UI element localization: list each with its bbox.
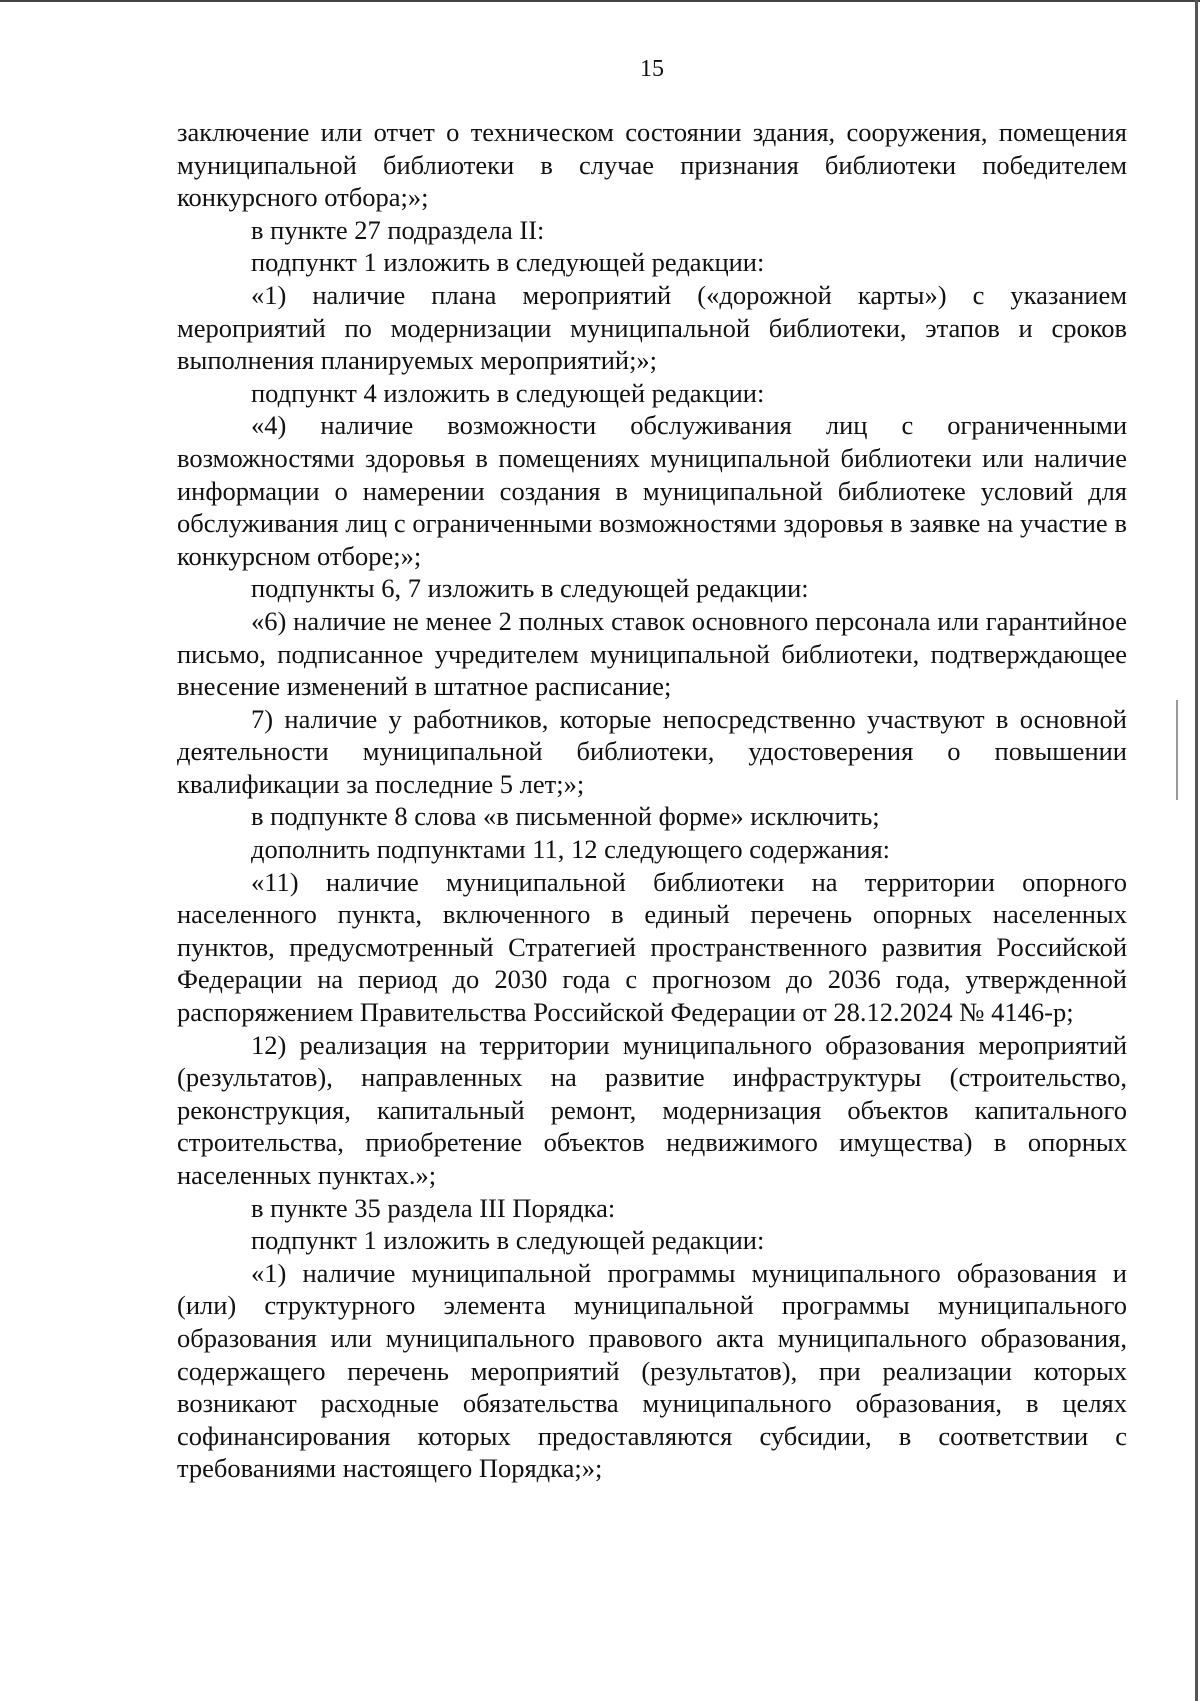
paragraph-13: 12) реализация на территории муниципального образования мероприятий (результатов), направленных на развитие инфраструктуры (строительство, реконструкция, капитальный ремонт, модернизация объектов капитального строительства, приобретение объектов недвижимого имущества) в опорных населенных пунктах.»;	[177, 1029, 1127, 1190]
paragraph-4: «1) наличие плана мероприятий («дорожной карты») с указанием мероприятий по модернизации муниципальной библиотеки, этапов и сроков выполнения планируемых мероприятий;»;	[177, 279, 1127, 376]
paragraph-16: «1) наличие муниципальной программы муниципального образования и (или) структурного элемента муниципальной программы муниципального образования или муниципального правового акта муниципального образования, содержащего перечень мероприятий (результатов), при реализации которых возникают расходные обязательства муниципального образования, в целях софинансирования которых предоставляются субсидии, в соответствии с требованиями настоящего Порядка;»;	[177, 1257, 1127, 1484]
scan-right-edge	[1195, 0, 1198, 1701]
paragraph-7: подпункты 6, 7 изложить в следующей редакции:	[251, 573, 809, 604]
paragraph-9: 7) наличие у работников, которые непосредственно участвуют в основной деятельности муниципальной библиотеки, удостоверения о повышении квалификации за последние 5 лет;»;	[177, 703, 1127, 799]
document-body	[177, 116, 1127, 1485]
paragraph-8: «6) наличие не менее 2 полных ставок основного персонала или гарантийное письмо, подписанное учредителем муниципальной библиотеки, подтверждающее внесение изменений в штатное расписание;	[177, 605, 1127, 702]
paragraph-5: подпункт 4 изложить в следующей редакции:	[251, 377, 765, 408]
paragraph-14: в пункте 35 раздела III Порядка:	[251, 1192, 616, 1223]
paragraph-12: «11) наличие муниципальной библиотеки на территории опорного населенного пункта, включенного в единый перечень опорных населенных пунктов, предусмотренный Стратегией пространственного развития Российской Федерации на период до 2030 года с прогнозом до 2036 года, утвержденной распоряжением Правительства Российской Федерации от 28.12.2024 № 4146-р;	[177, 866, 1127, 1028]
paragraph-10: в подпункте 8 слова «в письменной форме» исключить;	[251, 801, 880, 832]
scan-top-edge	[0, 0, 1200, 2]
paragraph-6: «4) наличие возможности обслуживания лиц с ограниченными возможностями здоровья в помещениях муниципальной библиотеки или наличие информации о намерении создания в муниципальной библиотеке условий для обслуживания лиц с ограниченными возможностями здоровья в заявке на участие в конкурсном отборе;»;	[177, 410, 1127, 571]
paragraph-1: заключение или отчет о техническом состоянии здания, сооружения, помещения муниципальной библиотеки в случае признания библиотеки победителем конкурсного отбора;»;	[177, 117, 1127, 213]
paragraph-11: дополнить подпунктами 11, 12 следующего содержания:	[251, 834, 891, 865]
page-number: 15	[640, 56, 664, 82]
paragraph-2: в пункте 27 подраздела II:	[251, 214, 545, 245]
scan-side-mark	[1176, 700, 1178, 800]
paragraph-3: подпункт 1 изложить в следующей редакции:	[251, 247, 765, 278]
paragraph-15: подпункт 1 изложить в следующей редакции:	[251, 1225, 765, 1256]
